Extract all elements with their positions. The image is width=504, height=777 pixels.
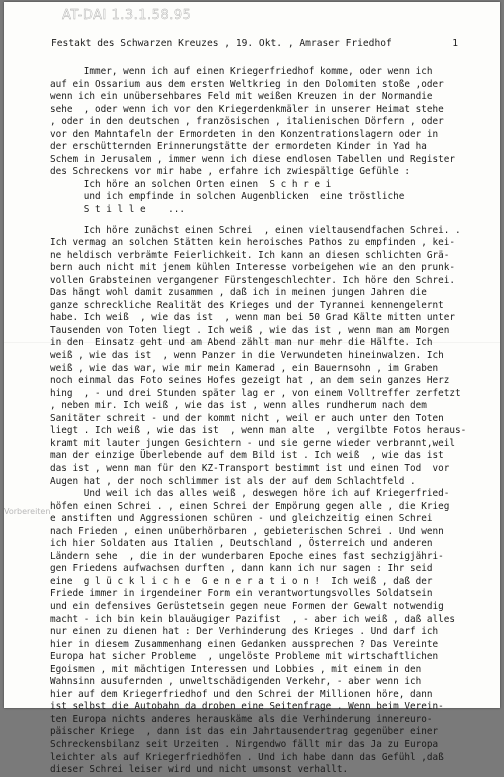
text-line: Sanitäter schreit - und der kommt nicht , weil er auch unter den Toten bbox=[50, 412, 444, 424]
text-line: Ich vermag an solchen Stätten kein heroisches Pathos zu empfinden , kei- bbox=[50, 237, 456, 249]
text-line: , neben mir. Ich weiß , wie das ist , wenn alles rundherum nach dem bbox=[50, 400, 427, 412]
text-line: hier auf dem Kriegerfriedhof und den Schrei der Millionen höre, dann bbox=[50, 688, 433, 700]
text-line: Schem in Jerusalem , immer wenn ich diese endlosen Tabellen und Register bbox=[50, 153, 456, 165]
text-line: hing , - und drei Stunden später lag er , von einem Volltreffer zerfetzt bbox=[50, 387, 461, 399]
text-line: noch einmal das Foto seines Hofes gezeigt hat , an dem sein ganzes Herz bbox=[50, 375, 450, 387]
text-line: habe. Ich weiß , wie das ist , wenn man bei 50 Grad Kälte mitten unter bbox=[50, 312, 456, 324]
text-line: wenn ich ein unübersehbares Feld mit weißen Kreuzen in der Normandie bbox=[50, 91, 433, 103]
text-line: auf ein Ossarium aus dem ersten Weltkrieg in den Dolomiten stoße ,oder bbox=[50, 78, 444, 90]
text-line: vor den Mahntafeln der Ermordeten in den Konzentrationslagern oder in bbox=[50, 128, 439, 140]
text-line: S t i l l e ... bbox=[50, 204, 186, 216]
text-line: nach Frieden , einen unüberhörbaren , gebieterischen Schrei . Und wenn bbox=[50, 525, 444, 537]
text-line: weiß , wie das war, wie mir mein Kamerad , ein Bauernsohn , im Graben bbox=[50, 362, 439, 374]
text-line: macht - ich bin kein blauäugiger Pazifist , - aber ich weiß , daß alles bbox=[50, 613, 456, 625]
text-line: Augen hat , der noch schlimmer ist als der auf dem Schlachtfeld . bbox=[50, 475, 416, 487]
text-line: sehe , oder wenn ich vor den Kriegerdenkmäler in unserer Heimat stehe bbox=[50, 103, 444, 115]
paragraph bbox=[50, 225, 492, 777]
text-line: leichter als auf Kriegerfriedhöfen . Und ich habe dann das Gefühl ,daß bbox=[50, 751, 444, 763]
text-line: ne heldisch verbrämte Feierlichkeit. Ich kann an diesen schlichten Grä- bbox=[50, 249, 450, 261]
archive-reference-stamp: AT-DAI 1.3.1.58.95 bbox=[62, 8, 192, 23]
text-line: Das hängt wohl damit zusammen , daß ich in meinen jungen Jahren die bbox=[50, 287, 427, 299]
text-line: päischer Kriege , dann ist das ein Jahrtausendertrag gegenüber einer bbox=[50, 726, 439, 738]
text-line: e anstiften und Aggressionen schüren - und gleichzeitig einen Schrei bbox=[50, 513, 433, 525]
text-line: ganze schreckliche Realität des Krieges und der Tyrannei kennengelernt bbox=[50, 299, 444, 311]
text-line: vollen Grabsteinen vergangener Fürstengeschlechter. Ich höre den Schrei. bbox=[50, 274, 456, 286]
text-line: kramt mit lauter jungen Gesichtern - und sie gerne wieder verbrannt,weil bbox=[50, 437, 456, 449]
text-line: ich hier Soldaten aus Italien , Deutschland , Österreich und anderen bbox=[50, 538, 433, 550]
text-line: liegt . Ich weiß , wie das ist , wenn man alte , vergilbte Fotos heraus- bbox=[50, 425, 467, 437]
text-line: gen Friedens aufwachsen durften , dann kann ich nur sagen : Ihr seid bbox=[50, 563, 433, 575]
text-line: Friede immer in irgendeiner Form ein verantwortungsvolles Soldatsein bbox=[50, 588, 433, 600]
text-line: nur einen zu dienen hat : Der Verhinderung des Krieges . Und darf ich bbox=[50, 626, 439, 638]
text-line: des Schreckens vor mir habe , erfahre ich zwiespältige Gefühle : bbox=[50, 166, 411, 178]
text-line: Europa hat sicher Probleme , ungelöste Probleme mit wirtschaftlichen bbox=[50, 651, 439, 663]
text-line: dieser Schrei leiser wird und nicht umsonst verhallt. bbox=[50, 764, 349, 776]
text-line: , oder in den deutschen , französischen , italienischen Dörfern , oder bbox=[50, 116, 444, 128]
text-line: eine g l ü c k l i c h e G e n e r a t i o n ! Ich weiß , daß der bbox=[50, 575, 433, 587]
text-line: ist selbst die Autobahn da droben eine Seitenfrage . Wenn beim Verein- bbox=[50, 701, 444, 713]
text-line: in den Einsatz geht und am Abend zählt man nur mehr die Hälfte. Ich bbox=[50, 337, 433, 349]
text-line: Egoismen , mit mächtigen Interessen und Lobbies , mit einem in den bbox=[50, 663, 422, 675]
text-line: hier in diesem Zusammenhang einen Gedanken aussprechen ? Das Vereinte bbox=[50, 638, 439, 650]
margin-note: Vorbereiten bbox=[4, 507, 51, 516]
page-number: 1 bbox=[452, 38, 458, 49]
text-line: weiß , wie das ist , wenn Panzer in die Verwundeten hineinwalzen. Ich bbox=[50, 350, 444, 362]
text-line: Ländern sehe , die in der wunderbaren Epoche eines fast sechzigjähri- bbox=[50, 550, 444, 562]
text-line: man der einzige Überlebende auf dem Bild ist . Ich weiß , wie das ist bbox=[50, 450, 444, 462]
text-line: Und weil ich das alles weiß , deswegen höre ich auf Kriegerfried- bbox=[50, 488, 450, 500]
speech-body-text bbox=[50, 66, 492, 777]
text-line: höfen einen Schrei . , einen Schrei der Empörung gegen alle , die Krieg bbox=[50, 500, 450, 512]
page-header-title: Festakt des Schwarzen Kreuzes , 19. Okt. , Amraser Friedhof bbox=[51, 38, 392, 49]
text-line: Wahnsinn ausufernden , unweltschädigenden Verkehr, - aber wenn ich bbox=[50, 676, 422, 688]
text-line: bern auch nicht mit jenem kühlen Interesse vorbeigehen wie an den prunk- bbox=[50, 262, 456, 274]
text-line: Ich höre zunächst einen Schrei , einen vieltausendfachen Schrei. . bbox=[50, 224, 461, 236]
text-line: und ein defensives Gerüstetsein gegen neue Formen der Gewalt notwendig bbox=[50, 600, 444, 612]
text-line: Immer, wenn ich auf einen Kriegerfriedhof komme, oder wenn ich bbox=[50, 66, 433, 77]
text-line: Tausenden von Toten liegt . Ich weiß , wie das ist , wenn man am Morgen bbox=[50, 324, 450, 336]
text-line: Ich höre an solchen Orten einen S c h r e i bbox=[50, 178, 332, 190]
paragraph bbox=[50, 66, 492, 217]
text-line: Schreckensbilanz seit Urzeiten . Nirgendwo fällt mir das Ja zu Europa bbox=[50, 738, 439, 750]
text-line: der erschütternden Erinnerungstätte der ermordeten Kinder in Yad ha bbox=[50, 141, 427, 153]
paragraph-gap bbox=[50, 217, 492, 225]
document-page bbox=[4, 2, 500, 776]
text-line: ten Europa nichts anderes herauskäme als die Verhinderung innereuro- bbox=[50, 713, 433, 725]
text-line: das ist , wenn man für den KZ-Transport bestimmt ist und einen Tod vor bbox=[50, 462, 450, 474]
text-line: und ich empfinde in solchen Augenblicken eine tröstliche bbox=[50, 191, 405, 203]
